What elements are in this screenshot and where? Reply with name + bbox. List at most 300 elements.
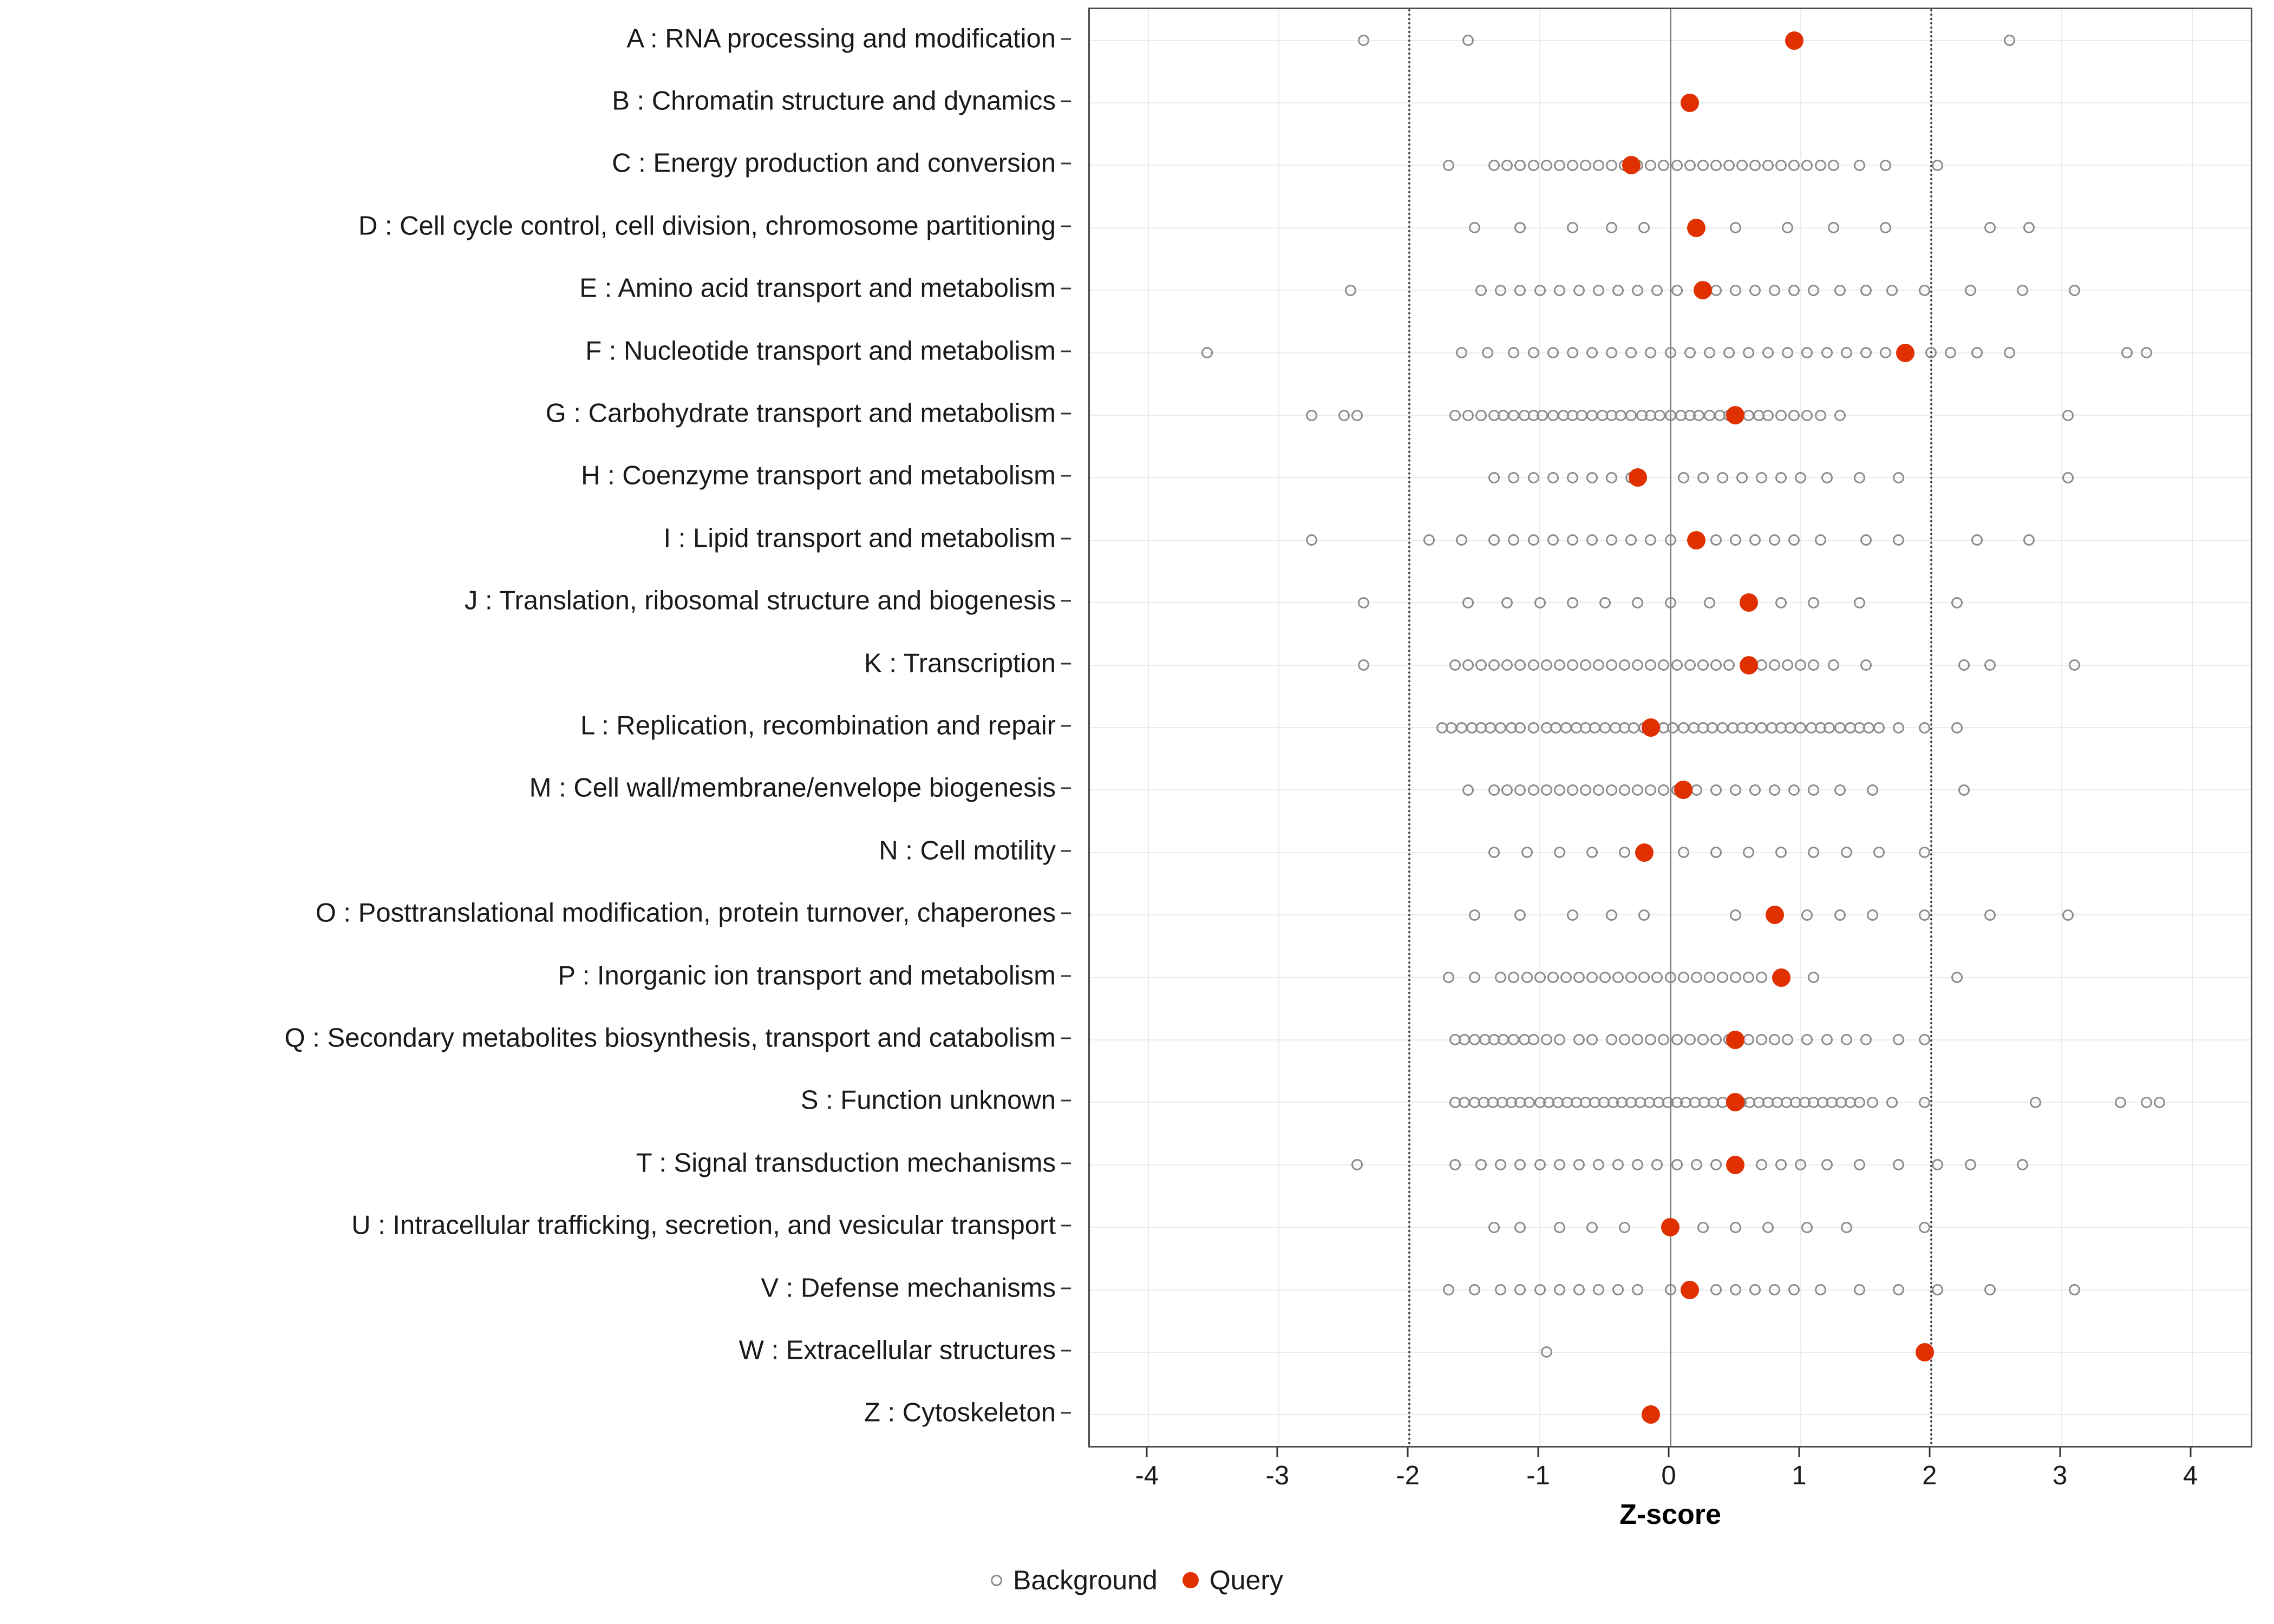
background-point xyxy=(1710,1284,1722,1295)
query-point xyxy=(1740,656,1758,675)
legend xyxy=(0,1564,2274,1596)
background-point xyxy=(1606,534,1617,546)
background-point xyxy=(1691,972,1702,983)
reference-line-2 xyxy=(1930,9,1932,1446)
background-point xyxy=(1554,784,1565,796)
y-axis-tick xyxy=(1061,163,1071,165)
background-point xyxy=(1815,410,1826,421)
background-point xyxy=(1514,1284,1526,1295)
background-point xyxy=(1984,909,1996,921)
background-point xyxy=(1638,222,1650,233)
background-point xyxy=(1769,784,1780,796)
background-point xyxy=(1854,472,1865,483)
query-point xyxy=(1642,718,1660,737)
y-axis-label: K : Transcription xyxy=(864,648,1056,678)
background-point xyxy=(1815,160,1826,171)
background-point xyxy=(1860,347,1872,358)
background-point xyxy=(1671,659,1683,671)
background-point xyxy=(1606,1034,1617,1045)
query-point xyxy=(1726,1031,1744,1049)
background-point xyxy=(2141,347,2152,358)
background-point xyxy=(1704,347,1715,358)
background-point xyxy=(1638,909,1650,921)
background-point xyxy=(1443,972,1454,983)
legend-label-background: Background xyxy=(1012,1565,1158,1595)
background-point xyxy=(1351,410,1363,421)
background-point xyxy=(1775,1159,1787,1170)
background-point xyxy=(1514,784,1526,796)
x-axis-tick xyxy=(2059,1448,2061,1457)
background-point xyxy=(1762,410,1774,421)
background-point xyxy=(1808,659,1819,671)
background-point xyxy=(1821,347,1833,358)
background-point xyxy=(1606,222,1617,233)
background-point xyxy=(1537,410,1548,421)
background-point xyxy=(1528,659,1539,671)
background-point xyxy=(1534,285,1546,296)
background-point xyxy=(1867,909,1878,921)
background-point xyxy=(1567,597,1578,608)
background-point xyxy=(1801,347,1813,358)
background-point xyxy=(2115,1097,2126,1108)
background-point xyxy=(1984,659,1996,671)
background-point xyxy=(1704,410,1715,421)
background-point xyxy=(1658,659,1669,671)
background-point xyxy=(1730,285,1741,296)
background-point xyxy=(2017,285,2028,296)
background-point xyxy=(1547,410,1559,421)
legend-label-query: Query xyxy=(1209,1565,1284,1595)
background-point xyxy=(1769,1284,1780,1295)
y-axis-tick xyxy=(1061,1412,1071,1414)
y-axis-tick xyxy=(1061,1287,1071,1289)
background-point xyxy=(1749,1284,1761,1295)
background-point xyxy=(1586,472,1598,483)
background-point xyxy=(2062,909,2074,921)
background-point xyxy=(1358,659,1369,671)
background-point xyxy=(1586,410,1598,421)
background-point xyxy=(1932,1284,1943,1295)
background-point xyxy=(1671,285,1683,296)
background-point xyxy=(1860,534,1872,546)
background-point xyxy=(1743,1034,1754,1045)
query-point xyxy=(1740,593,1758,612)
background-point xyxy=(1475,285,1487,296)
background-point xyxy=(1554,1159,1565,1170)
background-point xyxy=(1632,659,1643,671)
background-point xyxy=(1704,972,1715,983)
background-point xyxy=(1469,222,1480,233)
background-point xyxy=(1919,1034,1930,1045)
y-axis-tick xyxy=(1061,101,1071,102)
background-point xyxy=(1863,722,1874,734)
vertical-gridline xyxy=(1539,9,1540,1446)
background-point xyxy=(1658,1034,1669,1045)
query-point xyxy=(1674,781,1693,799)
background-point xyxy=(1788,784,1800,796)
background-point xyxy=(1632,784,1643,796)
query-point xyxy=(1681,1281,1699,1299)
background-point xyxy=(1854,597,1865,608)
background-point xyxy=(1886,1097,1898,1108)
background-point xyxy=(1919,847,1930,858)
background-point xyxy=(1586,534,1598,546)
background-point xyxy=(1528,472,1539,483)
background-point xyxy=(1971,347,1983,358)
background-point xyxy=(1475,659,1487,671)
background-point xyxy=(1736,472,1748,483)
background-point xyxy=(1449,1159,1461,1170)
background-point xyxy=(1854,1159,1865,1170)
background-point xyxy=(1488,659,1500,671)
background-point xyxy=(1554,1222,1565,1233)
background-point xyxy=(1567,222,1578,233)
background-point xyxy=(1201,347,1213,358)
y-axis-label: U : Intracellular trafficking, secretion, and vesicular transport xyxy=(351,1210,1056,1240)
background-point xyxy=(1541,784,1552,796)
x-axis-tick-label: -2 xyxy=(1396,1461,1420,1490)
background-point xyxy=(1456,722,1467,734)
background-point xyxy=(1710,1159,1722,1170)
background-point xyxy=(1514,160,1526,171)
background-point xyxy=(2141,1097,2152,1108)
background-point xyxy=(1782,347,1793,358)
y-axis-tick xyxy=(1061,538,1071,539)
background-point xyxy=(1586,972,1598,983)
background-point xyxy=(1736,160,1748,171)
background-point xyxy=(1880,222,1891,233)
background-point xyxy=(1554,160,1565,171)
background-point xyxy=(1462,35,1474,46)
background-point xyxy=(1498,410,1509,421)
background-point xyxy=(1514,659,1526,671)
background-point xyxy=(1854,1284,1865,1295)
background-point xyxy=(1730,222,1741,233)
background-point xyxy=(1651,285,1663,296)
background-point xyxy=(1893,534,1904,546)
background-point xyxy=(1469,1034,1480,1045)
y-axis-tick xyxy=(1061,850,1071,852)
background-point xyxy=(1925,347,1937,358)
background-point xyxy=(1606,784,1617,796)
background-point xyxy=(1919,722,1930,734)
background-point xyxy=(1824,722,1835,734)
background-point xyxy=(1351,1159,1363,1170)
y-axis-tick xyxy=(1061,413,1071,415)
legend-item-query xyxy=(1182,1564,1283,1596)
background-point xyxy=(1528,534,1539,546)
background-point xyxy=(1567,534,1578,546)
background-point xyxy=(1854,1097,1865,1108)
background-point xyxy=(1606,472,1617,483)
background-point xyxy=(1697,472,1709,483)
background-point xyxy=(2004,347,2015,358)
background-point xyxy=(1508,410,1519,421)
x-axis-tick-label: -1 xyxy=(1526,1461,1550,1490)
query-point xyxy=(1661,1218,1680,1236)
background-point xyxy=(1821,1159,1833,1170)
x-axis-tick xyxy=(2190,1448,2191,1457)
background-point xyxy=(1965,1159,1976,1170)
background-point xyxy=(1586,1034,1598,1045)
y-axis-tick xyxy=(1061,913,1071,914)
background-point xyxy=(1573,285,1585,296)
background-point xyxy=(1860,1034,1872,1045)
background-point xyxy=(1821,472,1833,483)
query-point xyxy=(1726,406,1744,424)
background-point xyxy=(1743,972,1754,983)
background-point xyxy=(1723,347,1735,358)
background-point xyxy=(1534,1159,1546,1170)
background-point xyxy=(1469,909,1480,921)
y-axis-label: C : Energy production and conversion xyxy=(612,148,1056,178)
background-point xyxy=(1586,1222,1598,1233)
background-point xyxy=(1749,784,1761,796)
background-point xyxy=(1886,285,1898,296)
background-point xyxy=(1730,1284,1741,1295)
query-point xyxy=(1785,31,1803,50)
background-point xyxy=(1586,847,1598,858)
background-point xyxy=(1645,160,1656,171)
background-point xyxy=(1834,285,1846,296)
background-point xyxy=(1534,597,1546,608)
y-axis-label: A : RNA processing and modification xyxy=(626,23,1056,53)
background-point xyxy=(1573,1284,1585,1295)
reference-line--2 xyxy=(1408,9,1410,1446)
y-axis-label: M : Cell wall/membrane/envelope biogenesis xyxy=(529,773,1056,803)
background-point xyxy=(1815,534,1826,546)
background-point xyxy=(1746,722,1757,734)
background-point xyxy=(1495,285,1506,296)
background-point xyxy=(1984,222,1996,233)
y-axis-label: J : Translation, ribosomal structure and biogenesis xyxy=(464,586,1056,615)
background-point xyxy=(1932,1159,1943,1170)
background-point xyxy=(1710,160,1722,171)
x-axis-tick-label: 3 xyxy=(2053,1461,2068,1490)
background-point xyxy=(1788,534,1800,546)
background-point xyxy=(1704,597,1715,608)
background-point xyxy=(1756,1159,1767,1170)
background-point xyxy=(1749,534,1761,546)
background-point xyxy=(1697,1222,1709,1233)
background-point xyxy=(1528,347,1539,358)
background-point xyxy=(2069,1284,2080,1295)
background-point xyxy=(2023,222,2035,233)
background-point xyxy=(1723,659,1735,671)
background-point xyxy=(1573,972,1585,983)
y-axis-label: W : Extracellular structures xyxy=(739,1335,1056,1365)
background-point xyxy=(1501,160,1513,171)
background-point xyxy=(1717,972,1728,983)
background-point xyxy=(1684,347,1696,358)
query-point xyxy=(1681,94,1699,112)
background-point xyxy=(1498,1034,1509,1045)
background-point xyxy=(1795,659,1806,671)
background-point xyxy=(1612,1159,1624,1170)
background-point xyxy=(1606,659,1617,671)
background-point xyxy=(1462,659,1474,671)
background-point xyxy=(2069,285,2080,296)
background-point xyxy=(1462,410,1474,421)
background-point xyxy=(1488,1222,1500,1233)
background-point xyxy=(1541,1034,1552,1045)
background-point xyxy=(1612,285,1624,296)
background-point xyxy=(1880,160,1891,171)
background-point xyxy=(1684,160,1696,171)
x-axis-tick xyxy=(1146,1448,1148,1457)
background-point xyxy=(2017,1159,2028,1170)
background-point xyxy=(1671,160,1683,171)
background-point xyxy=(1984,1284,1996,1295)
background-point xyxy=(1469,1284,1480,1295)
background-point xyxy=(1358,597,1369,608)
background-point xyxy=(1345,285,1356,296)
background-point xyxy=(1893,472,1904,483)
y-axis-label: B : Chromatin structure and dynamics xyxy=(612,86,1056,116)
background-point xyxy=(1808,597,1819,608)
y-axis-label: Z : Cytoskeleton xyxy=(864,1398,1056,1427)
background-point xyxy=(1775,597,1787,608)
background-point xyxy=(1867,784,1878,796)
background-point xyxy=(1541,659,1552,671)
background-point xyxy=(1645,347,1656,358)
background-point xyxy=(1834,909,1846,921)
background-point xyxy=(1678,472,1689,483)
filled-circle-icon xyxy=(1182,1572,1199,1588)
background-point xyxy=(1528,722,1539,734)
background-point xyxy=(1841,1034,1852,1045)
x-axis-tick-label: -3 xyxy=(1265,1461,1290,1490)
background-point xyxy=(1854,160,1865,171)
background-point xyxy=(1808,972,1819,983)
background-point xyxy=(1521,972,1533,983)
background-point xyxy=(2030,1097,2041,1108)
background-point xyxy=(1873,722,1885,734)
background-point xyxy=(1893,1284,1904,1295)
background-point xyxy=(1632,285,1643,296)
background-point xyxy=(2023,534,2035,546)
background-point xyxy=(1919,1097,1930,1108)
y-axis-label: G : Carbohydrate transport and metabolism xyxy=(545,398,1056,428)
background-point xyxy=(1756,972,1767,983)
y-axis-tick xyxy=(1061,1350,1071,1351)
y-axis-label: F : Nucleotide transport and metabolism xyxy=(585,336,1056,365)
query-point xyxy=(1629,468,1647,487)
background-point xyxy=(1560,972,1572,983)
background-point xyxy=(2062,472,2074,483)
background-point xyxy=(1338,410,1350,421)
background-point xyxy=(1508,472,1519,483)
background-point xyxy=(1625,410,1637,421)
background-point xyxy=(1707,722,1718,734)
background-point xyxy=(1828,222,1839,233)
background-point xyxy=(1443,160,1454,171)
background-point xyxy=(1514,909,1526,921)
background-point xyxy=(1958,659,1970,671)
background-point xyxy=(1795,1159,1806,1170)
background-point xyxy=(1632,1284,1643,1295)
background-point xyxy=(1919,1222,1930,1233)
x-axis-tick-label: 2 xyxy=(1922,1461,1937,1490)
query-point xyxy=(1694,281,1712,299)
vertical-gridline xyxy=(2192,9,2193,1446)
x-axis-tick-label: -4 xyxy=(1135,1461,1159,1490)
background-point xyxy=(1599,597,1611,608)
background-point xyxy=(1606,160,1617,171)
background-point xyxy=(1801,410,1813,421)
background-point xyxy=(1665,347,1676,358)
background-point xyxy=(1482,347,1493,358)
background-point xyxy=(1619,1034,1630,1045)
background-point xyxy=(1710,659,1722,671)
query-point xyxy=(1687,219,1706,237)
background-point xyxy=(1619,659,1630,671)
y-axis-tick xyxy=(1061,225,1071,227)
y-axis-label: T : Signal transduction mechanisms xyxy=(636,1148,1056,1178)
background-point xyxy=(1743,847,1754,858)
y-axis-tick xyxy=(1061,38,1071,40)
x-axis-tick xyxy=(1668,1448,1670,1457)
background-point xyxy=(1645,1034,1656,1045)
background-point xyxy=(1541,1346,1552,1358)
y-axis-label: E : Amino acid transport and metabolism xyxy=(579,273,1056,303)
background-point xyxy=(1841,847,1852,858)
background-point xyxy=(1775,410,1787,421)
x-axis-tick-label: 4 xyxy=(2182,1461,2198,1490)
background-point xyxy=(1808,285,1819,296)
x-axis-tick-label: 1 xyxy=(1792,1461,1807,1490)
background-point xyxy=(1508,1034,1519,1045)
background-point xyxy=(1665,410,1676,421)
x-axis-title: Z-score xyxy=(1619,1499,1721,1530)
background-point xyxy=(1567,659,1578,671)
background-point xyxy=(1573,1159,1585,1170)
x-axis-tick xyxy=(1929,1448,1930,1457)
background-point xyxy=(1808,784,1819,796)
background-point xyxy=(1514,1159,1526,1170)
y-axis-tick xyxy=(1061,1225,1071,1227)
background-point xyxy=(1762,160,1774,171)
background-point xyxy=(1628,722,1639,734)
background-point xyxy=(1488,160,1500,171)
background-point xyxy=(1528,1034,1539,1045)
background-point xyxy=(1554,1034,1565,1045)
background-point xyxy=(1514,222,1526,233)
background-point xyxy=(1671,1034,1683,1045)
background-point xyxy=(1801,909,1813,921)
background-point xyxy=(1795,472,1806,483)
background-point xyxy=(1697,659,1709,671)
background-point xyxy=(1606,909,1617,921)
y-axis-tick xyxy=(1061,725,1071,727)
background-point xyxy=(1893,722,1904,734)
background-point xyxy=(1514,285,1526,296)
background-point xyxy=(1528,160,1539,171)
background-point xyxy=(1625,534,1637,546)
background-point xyxy=(1501,659,1513,671)
background-point xyxy=(1730,972,1741,983)
background-point xyxy=(1456,347,1467,358)
background-point xyxy=(1488,847,1500,858)
background-point xyxy=(1462,597,1474,608)
background-point xyxy=(1756,722,1767,734)
background-point xyxy=(1541,160,1552,171)
background-point xyxy=(1775,847,1787,858)
background-point xyxy=(1762,347,1774,358)
background-point xyxy=(1919,909,1930,921)
background-point xyxy=(1475,410,1487,421)
background-point xyxy=(1782,659,1793,671)
